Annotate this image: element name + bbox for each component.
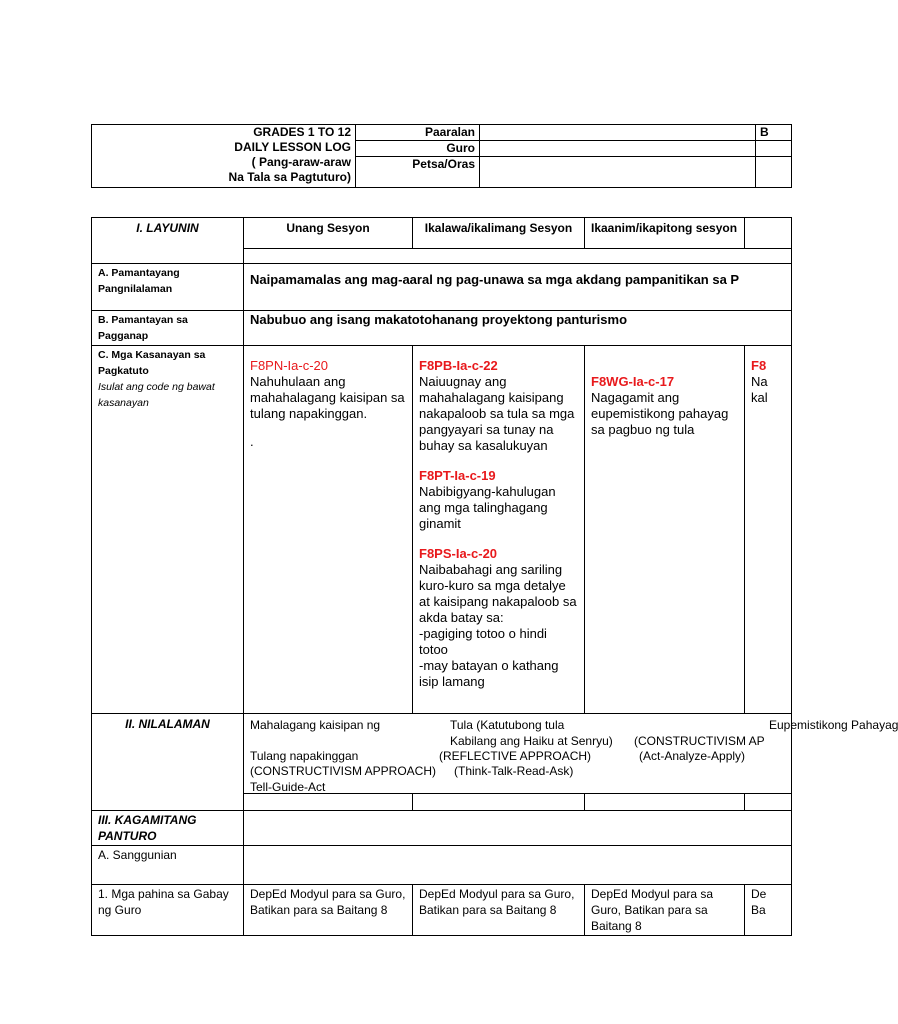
date-field[interactable] xyxy=(480,157,756,188)
teacher-guide-ref xyxy=(745,885,792,936)
content-subcell xyxy=(745,794,792,811)
competency-extra: -may batayan o kathang isip lamang xyxy=(419,658,559,689)
content-text: Tulang napakinggan xyxy=(250,749,359,763)
content-text: Mahalagang kaisipan ng xyxy=(250,718,381,732)
teacher-guide-ref: DepEd Modyul para sa Guro, Batikan para sa Baitang 8 xyxy=(585,885,745,936)
title-line-2: DAILY LESSON LOG xyxy=(234,140,351,154)
competency-text: Nabibigyang-kahulugan ang mga talinghagang ginamit xyxy=(419,484,556,531)
competency-dot: . xyxy=(250,434,254,449)
competency-text: Nahuhulaan ang mahahalagang kaisipan sa tulang napakinggan. xyxy=(250,374,405,421)
objectives-heading: I. LAYUNIN xyxy=(92,218,244,264)
content-standard: Naipamamalas ang mag-aaral ng pag-unawa sa mga akdang pampanitikan sa P xyxy=(244,264,792,311)
log-title xyxy=(92,125,356,188)
content-text: Tell-Guide-Act xyxy=(250,780,326,794)
session-1-header: Unang Sesyon xyxy=(244,218,413,249)
content-text: (REFLECTIVE APPROACH) xyxy=(439,749,592,763)
performance-standard-label: B. Pamantayan sa Pagganap xyxy=(92,311,244,346)
competency-col-4 xyxy=(745,346,792,714)
competency-label-text: C. Mga Kasanayan sa Pagkatuto xyxy=(98,349,206,377)
competency-note: Isulat ang code ng bawat kasanayan xyxy=(98,381,215,409)
competency-code: F8PS-Ia-c-20 xyxy=(419,546,498,561)
teacher-label: Guro xyxy=(356,141,480,157)
competency-label xyxy=(92,346,244,714)
materials-cell xyxy=(244,811,792,846)
content-text: (Think-Talk-Read-Ask) xyxy=(454,764,574,778)
header-cell-empty xyxy=(756,141,792,157)
materials-heading: III. KAGAMITANG PANTURO xyxy=(92,811,244,846)
content-standard-label: A. Pamantayang Pangnilalaman xyxy=(92,264,244,311)
competency-text: Naiuugnay ang mahahalagang kaisipang nakapaloob sa tula sa mga pangyayari sa tunay na buhay sa kasalukuyan xyxy=(419,374,575,453)
content-text: Eupemistikong Pahayag xyxy=(769,718,898,732)
teacher-guide-ref: DepEd Modyul para sa Guro, Batikan para sa Baitang 8 xyxy=(244,885,413,936)
references-label: A. Sanggunian xyxy=(92,846,244,885)
header-table xyxy=(91,124,792,188)
competency-text: Nagagamit ang eupemistikong pahayag sa pagbuo ng tula xyxy=(591,390,729,437)
teacher-field[interactable] xyxy=(480,141,756,157)
content-text: Kabilang ang Haiku at Senryu) xyxy=(450,734,613,748)
ref-fragment: Ba xyxy=(751,903,766,917)
lesson-table xyxy=(91,217,898,936)
teacher-guide-ref: DepEd Modyul para sa Guro, Batikan para sa Baitang 8 xyxy=(413,885,585,936)
content-heading: II. NILALAMAN xyxy=(92,714,244,811)
title-line-4: Na Tala sa Pagtuturo) xyxy=(228,170,351,184)
content-subcell xyxy=(244,794,413,811)
performance-standard: Nabubuo ang isang makatotohanang proyektong panturismo xyxy=(244,311,792,346)
date-label: Petsa/Oras xyxy=(356,157,480,188)
competency-code: F8PN-Ia-c-20 xyxy=(250,358,329,373)
competency-code: F8 xyxy=(751,358,767,373)
session-2-header: Ikalawa/ikalimang Sesyon xyxy=(413,218,585,249)
objectives-subrow xyxy=(244,249,792,264)
competency-text: Naibabahagi ang sariling kuro-kuro sa mga detalye at kaisipang nakapaloob sa akda batay sa: xyxy=(419,562,577,625)
school-field[interactable] xyxy=(480,125,756,141)
competency-code: F8WG-Ia-c-17 xyxy=(591,374,675,389)
ref-fragment: De xyxy=(751,887,767,901)
grade-label-fragment: B xyxy=(756,125,792,141)
competency-text: Na xyxy=(751,374,768,389)
competency-text: kal xyxy=(751,390,768,405)
content-text: Tula (Katutubong tula xyxy=(450,718,565,732)
content-cell xyxy=(244,714,898,794)
competency-extra: -pagiging totoo o hindi totoo xyxy=(419,626,547,657)
competency-col-2 xyxy=(413,346,585,714)
title-line-1: GRADES 1 TO 12 xyxy=(253,125,351,139)
session-3-header: Ikaanim/ikapitong sesyon xyxy=(585,218,745,249)
content-subcell xyxy=(585,794,745,811)
session-4-header xyxy=(745,218,792,249)
header-cell-empty xyxy=(756,157,792,188)
content-text: (Act-Analyze-Apply) xyxy=(639,749,746,763)
title-line-3: ( Pang-araw-araw xyxy=(251,155,351,169)
competency-code: F8PB-Ia-c-22 xyxy=(419,358,498,373)
competency-code: F8PT-Ia-c-19 xyxy=(419,468,496,483)
competency-col-3 xyxy=(585,346,745,714)
content-subcell xyxy=(413,794,585,811)
competency-col-1 xyxy=(244,346,413,714)
content-text: (CONSTRUCTIVISM AP xyxy=(634,734,765,748)
teacher-guide-label: 1. Mga pahina sa Gabay ng Guro xyxy=(92,885,244,936)
content-text: (CONSTRUCTIVISM APPROACH) xyxy=(250,764,437,778)
references-cell xyxy=(244,846,792,885)
school-label: Paaralan xyxy=(356,125,480,141)
